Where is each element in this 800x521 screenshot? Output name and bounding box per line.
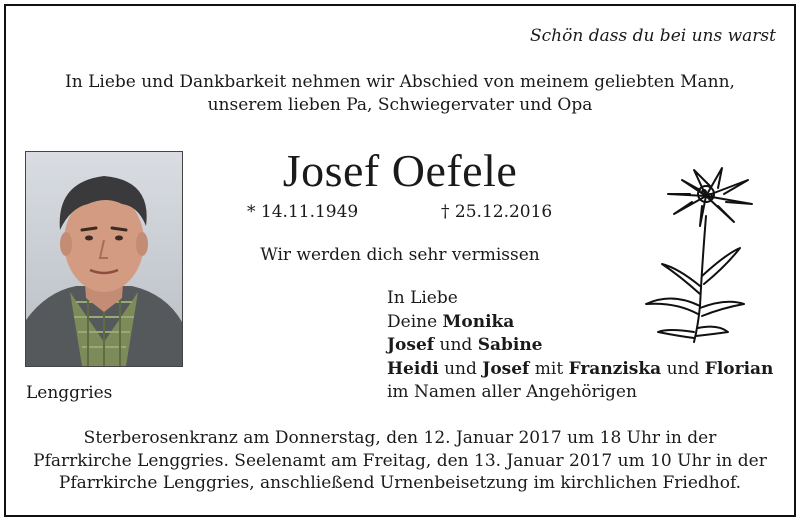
family-line-1: In Liebe [387,288,458,308]
family-name-florian: Florian [704,358,774,379]
family-name-josef: Josef [387,335,435,355]
family-name-monika: Monika [442,311,515,332]
family-name-heidi: Heidi [387,358,439,379]
death-date: † 25.12.2016 [441,202,553,222]
family-line-5: im Namen aller Angehörigen [387,382,637,402]
family-line-3 [387,334,773,358]
family-signature [387,287,773,405]
farewell-message: Wir werden dich sehr vermissen [260,245,540,265]
service-notice [0,427,800,495]
intro-line-2: unserem lieben Pa, Schwiegervater und Opa [207,95,593,115]
family-line-2 [387,311,773,335]
family-prefix: Deine [387,311,443,332]
intro-text [0,71,800,117]
birth-date: * 14.11.1949 [247,202,359,222]
family-conjunction: und [661,358,705,379]
notice-line-3: Pfarrkirche Lenggries, anschließend Urnenbeisetzung im kirchlichen Friedhof. [58,473,742,493]
deceased-name: Josef Oefele [282,145,518,196]
intro-line-1: In Liebe und Dankbarkeit nehmen wir Abschied von meinem geliebten Mann, [65,72,735,92]
family-name-sabine: Sabine [477,335,543,355]
family-conjunction: mit [529,358,569,379]
motto: Schön dass du bei uns warst [530,26,776,46]
place-name: Lenggries [26,383,113,403]
notice-line-1: Sterberosenkranz am Donnerstag, den 12. Januar 2017 um 18 Uhr in der [83,428,717,448]
family-line-4 [387,358,773,382]
family-conjunction: und [434,335,478,355]
family-conjunction: und [438,358,483,379]
notice-line-2: Pfarrkirche Lenggries. Seelenamt am Freitag, den 13. Januar 2017 um 10 Uhr in der [33,450,767,471]
family-name-franziska: Franziska [568,358,662,379]
family-name-josef-2: Josef [482,358,530,379]
